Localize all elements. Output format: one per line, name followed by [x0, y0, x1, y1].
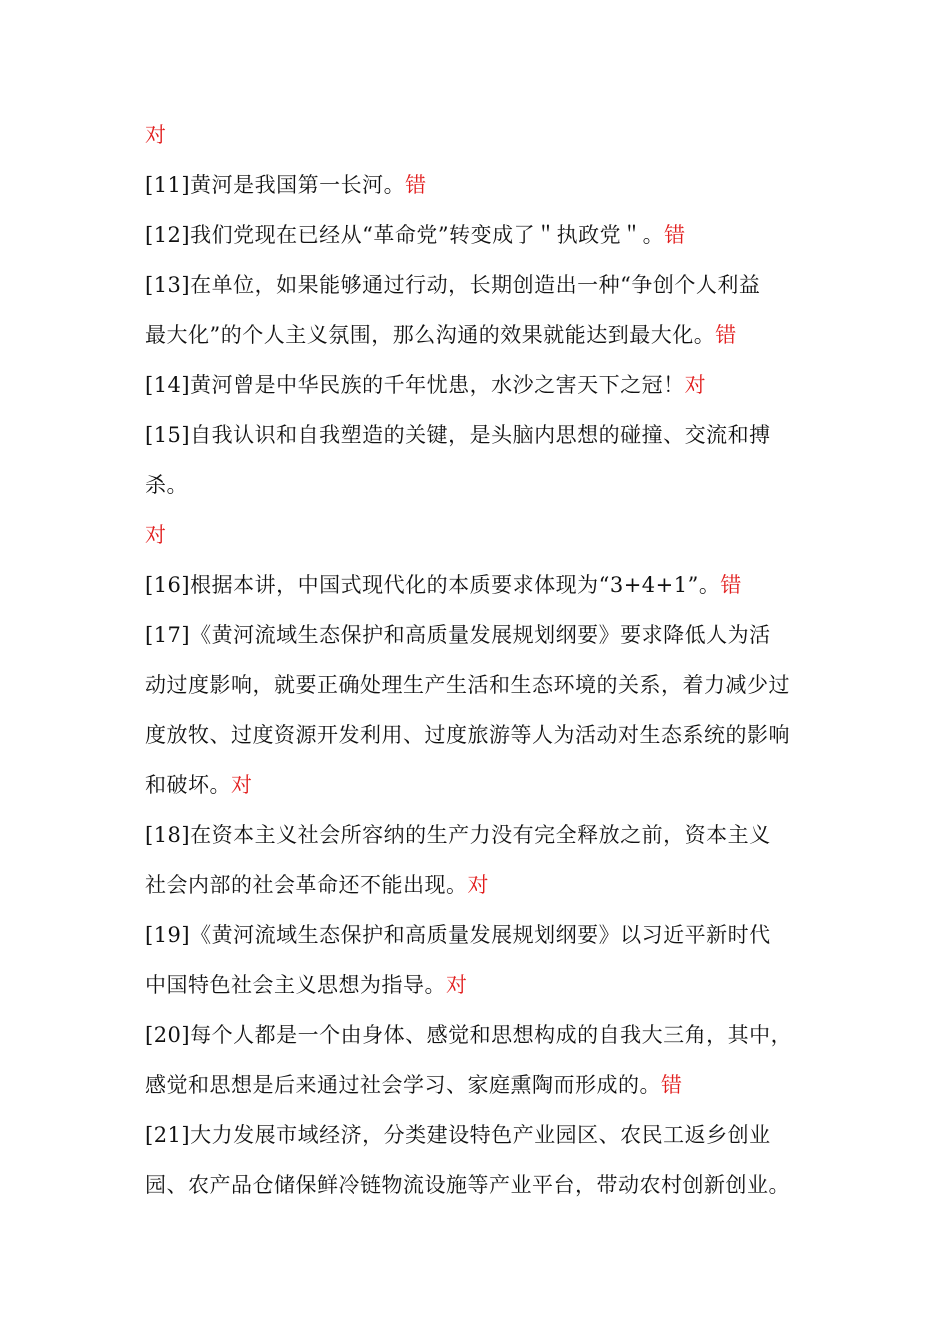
answer-text: 对 [467, 873, 489, 897]
question-text: 中国特色社会主义思想为指导。 [145, 973, 446, 997]
question-text: 最大化”的个人主义氛围，那么沟通的效果就能达到最大化。 [145, 323, 716, 347]
question-text: 《黄河流域生态保护和高质量发展规划纲要》以习近平新时代 [190, 923, 771, 947]
question-text: 我们党现在已经从“革命党”转变成了＂执政党＂。 [190, 223, 665, 247]
question-text: 度放牧、过度资源开发利用、过度旅游等人为活动对生态系统的影响 [145, 723, 790, 747]
question-20 [145, 1010, 815, 1060]
question-11 [145, 160, 815, 210]
question-text: 园、农产品仓储保鲜冷链物流设施等产业平台，带动农村创新创业。 [145, 1173, 790, 1197]
question-text: 根据本讲，中国式现代化的本质要求体现为“3+4+1”。 [190, 573, 721, 597]
answer-text: 对 [145, 523, 167, 547]
question-text: 每个人都是一个由身体、感觉和思想构成的自我大三角，其中， [190, 1023, 793, 1047]
question-text: 自我认识和自我塑造的关键，是头脑内思想的碰撞、交流和搏 [190, 423, 771, 447]
question-text: 杀。 [145, 473, 188, 497]
question-number: [12] [145, 223, 191, 247]
answer-text: 错 [405, 173, 427, 197]
answer-text: 错 [720, 573, 742, 597]
question-14 [145, 360, 815, 410]
question-text: 动过度影响，就要正确处理生产生活和生态环境的关系，着力减少过 [145, 673, 790, 697]
question-12 [145, 210, 815, 260]
question-number: [18] [145, 823, 191, 847]
answer-text: 对 [231, 773, 253, 797]
question-17-continued [145, 660, 815, 710]
question-number: [17] [145, 623, 191, 647]
question-18-continued [145, 860, 815, 910]
question-text: 黄河曾是中华民族的千年忧患，水沙之害天下之冠！ [190, 373, 685, 397]
question-number: [13] [145, 273, 191, 297]
question-text: 大力发展市域经济，分类建设特色产业园区、农民工返乡创业 [190, 1123, 771, 1147]
document-page [145, 110, 815, 1210]
answer-text: 对 [684, 373, 707, 397]
answer-text: 对 [446, 973, 468, 997]
question-19-continued [145, 960, 815, 1010]
question-21-continued [145, 1160, 815, 1210]
answer-text: 错 [661, 1073, 683, 1097]
question-19 [145, 910, 815, 960]
question-17 [145, 610, 815, 660]
question-13-continued [145, 310, 815, 360]
question-text: 社会内部的社会革命还不能出现。 [145, 873, 468, 897]
question-15 [145, 410, 815, 460]
question-15-continued [145, 460, 815, 510]
question-17-continued [145, 710, 815, 760]
question-17-continued [145, 760, 815, 810]
question-text: 《黄河流域生态保护和高质量发展规划纲要》要求降低人为活 [190, 623, 771, 647]
question-text: 感觉和思想是后来通过社会学习、家庭熏陶而形成的。 [145, 1073, 661, 1097]
question-number: [16] [145, 573, 191, 597]
question-text: 黄河是我国第一长河。 [190, 173, 406, 197]
question-20-continued [145, 1060, 815, 1110]
question-number: [19] [145, 923, 191, 947]
question-text: 在单位，如果能够通过行动，长期创造出一种“争创个人利益 [190, 273, 761, 297]
question-text: 和破坏。 [145, 773, 231, 797]
question-number: [21] [145, 1123, 191, 1147]
question-number: [15] [145, 423, 191, 447]
question-number: [14] [145, 373, 191, 397]
question-number: [11] [145, 173, 191, 197]
question-18 [145, 810, 815, 860]
question-16 [145, 560, 815, 610]
question-21 [145, 1110, 815, 1160]
question-text: 在资本主义社会所容纳的生产力没有完全释放之前，资本主义 [190, 823, 771, 847]
answer-text: 错 [664, 223, 686, 247]
question-13 [145, 260, 815, 310]
question-10-answer-line [145, 110, 815, 160]
answer-text: 对 [145, 123, 167, 147]
question-number: [20] [145, 1023, 191, 1047]
answer-text: 错 [715, 323, 737, 347]
question-15-answer-line [145, 510, 815, 560]
